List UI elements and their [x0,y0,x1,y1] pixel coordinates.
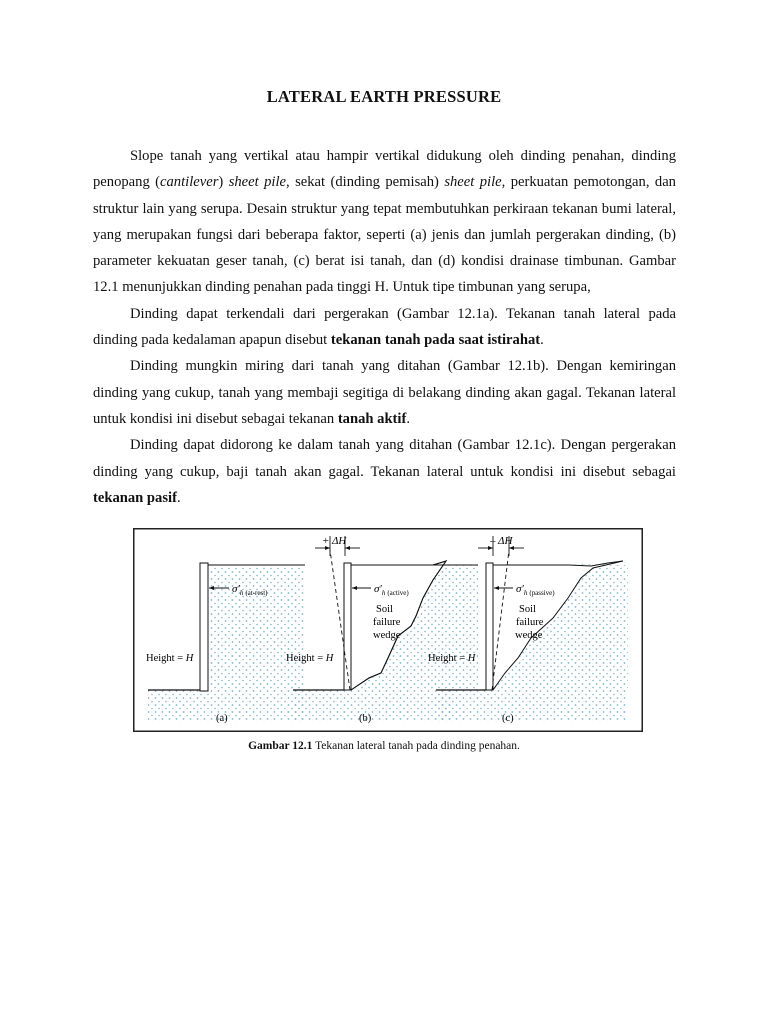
italic-term: sheet pile [444,174,502,191]
figure-12-1 [133,528,643,732]
height-label-a: Height = H [146,653,194,664]
foundation-soil [436,690,626,722]
bold-term: tekanan tanah pada saat istirahat [330,332,541,349]
paragraph-text: . [406,410,410,427]
retained-soil [209,566,305,690]
height-label-b: Height = H [286,653,334,664]
bold-term: tanah aktif [337,410,407,427]
italic-term: cantilever [160,174,219,191]
paragraph-text: Dinding dapat didorong ke dalam tanah yang ditahan (Gambar 12.1c). Dengan pergerakan dinding yang cukup, baji tanah akan gagal. Tekanan lateral untuk kondisi ini disebut sebagai [93,437,676,480]
caption-text: Tekanan lateral tanah pada dinding penahan. [312,740,520,752]
wedge-label-c: Soil failure wedge [515,604,544,641]
foundation-soil [293,690,453,722]
body-text [93,143,676,511]
paragraph [93,301,676,354]
paragraph [93,432,676,511]
stress-label-b: $\sigma'_h$ (active) [374,583,409,597]
figure-caption [0,740,768,752]
paragraph-text: . [176,489,181,506]
paragraph [93,143,676,301]
italic-term: sheet pile [228,174,286,191]
height-label-c: Height = H [428,653,476,664]
paragraph-text: , perkuatan pemotongan, dan struktur lain yang serupa. Desain struktur yang tepat membutuhkan perkiraan tekanan bumi lateral, yang merupakan fungsi dari beberapa faktor, seperti (a) jenis dan jumlah pergerakan dinding, (b) parameter kekuatan geser tanah, (c) berat isi tanah, dan (d) kondisi drainase timbunan. Gambar 12.1 menunjukkan dinding penahan pada tinggi H. Untuk tipe timbunan yang serupa, [93,174,676,296]
caption-label: Gambar 12.1 [248,740,313,752]
panel-label-b: (b) [359,713,372,724]
paragraph-text: Dinding mungkin miring dari tanah yang ditahan (Gambar 12.1b). Dengan kemiringan dinding yang cukup, tanah yang membaji segitiga di belakang dinding akan gagal. Tekanan lateral untuk kondisi ini disebut sebagai tekanan [93,358,676,427]
figure-diagram [133,528,643,732]
retaining-wall [344,563,351,690]
delta-label-c: – ΔH [490,535,513,547]
paragraph [93,353,676,432]
page-title: LATERAL EARTH PRESSURE [266,87,502,106]
wedge-label-b: Soil failure wedge [373,604,401,641]
bold-term: tekanan pasif [93,489,177,506]
stress-label-a: $\sigma'_h$ (at-rest) [232,583,268,597]
paragraph-text: Slope tanah yang vertikal atau hampir vertikal didukung oleh dinding penahan, dinding penopang ( [93,148,676,191]
delta-label-b: + ΔH [322,535,347,547]
paragraph-text: Dinding dapat terkendali dari pergerakan (Gambar 12.1a). Tekanan tanah lateral pada dinding pada kedalaman apapun disebut [93,305,676,349]
stress-label-c: $\sigma'_h$ (passive) [516,583,555,597]
paragraph-text: , sekat (dinding pemisah) [286,174,445,191]
panel-label-a: (a) [216,713,228,724]
panel-label-c: (c) [502,713,514,724]
paragraph-text: ) [218,174,229,191]
retaining-wall [486,563,493,690]
paragraph-text: . [540,332,544,349]
retaining-wall [200,563,208,691]
